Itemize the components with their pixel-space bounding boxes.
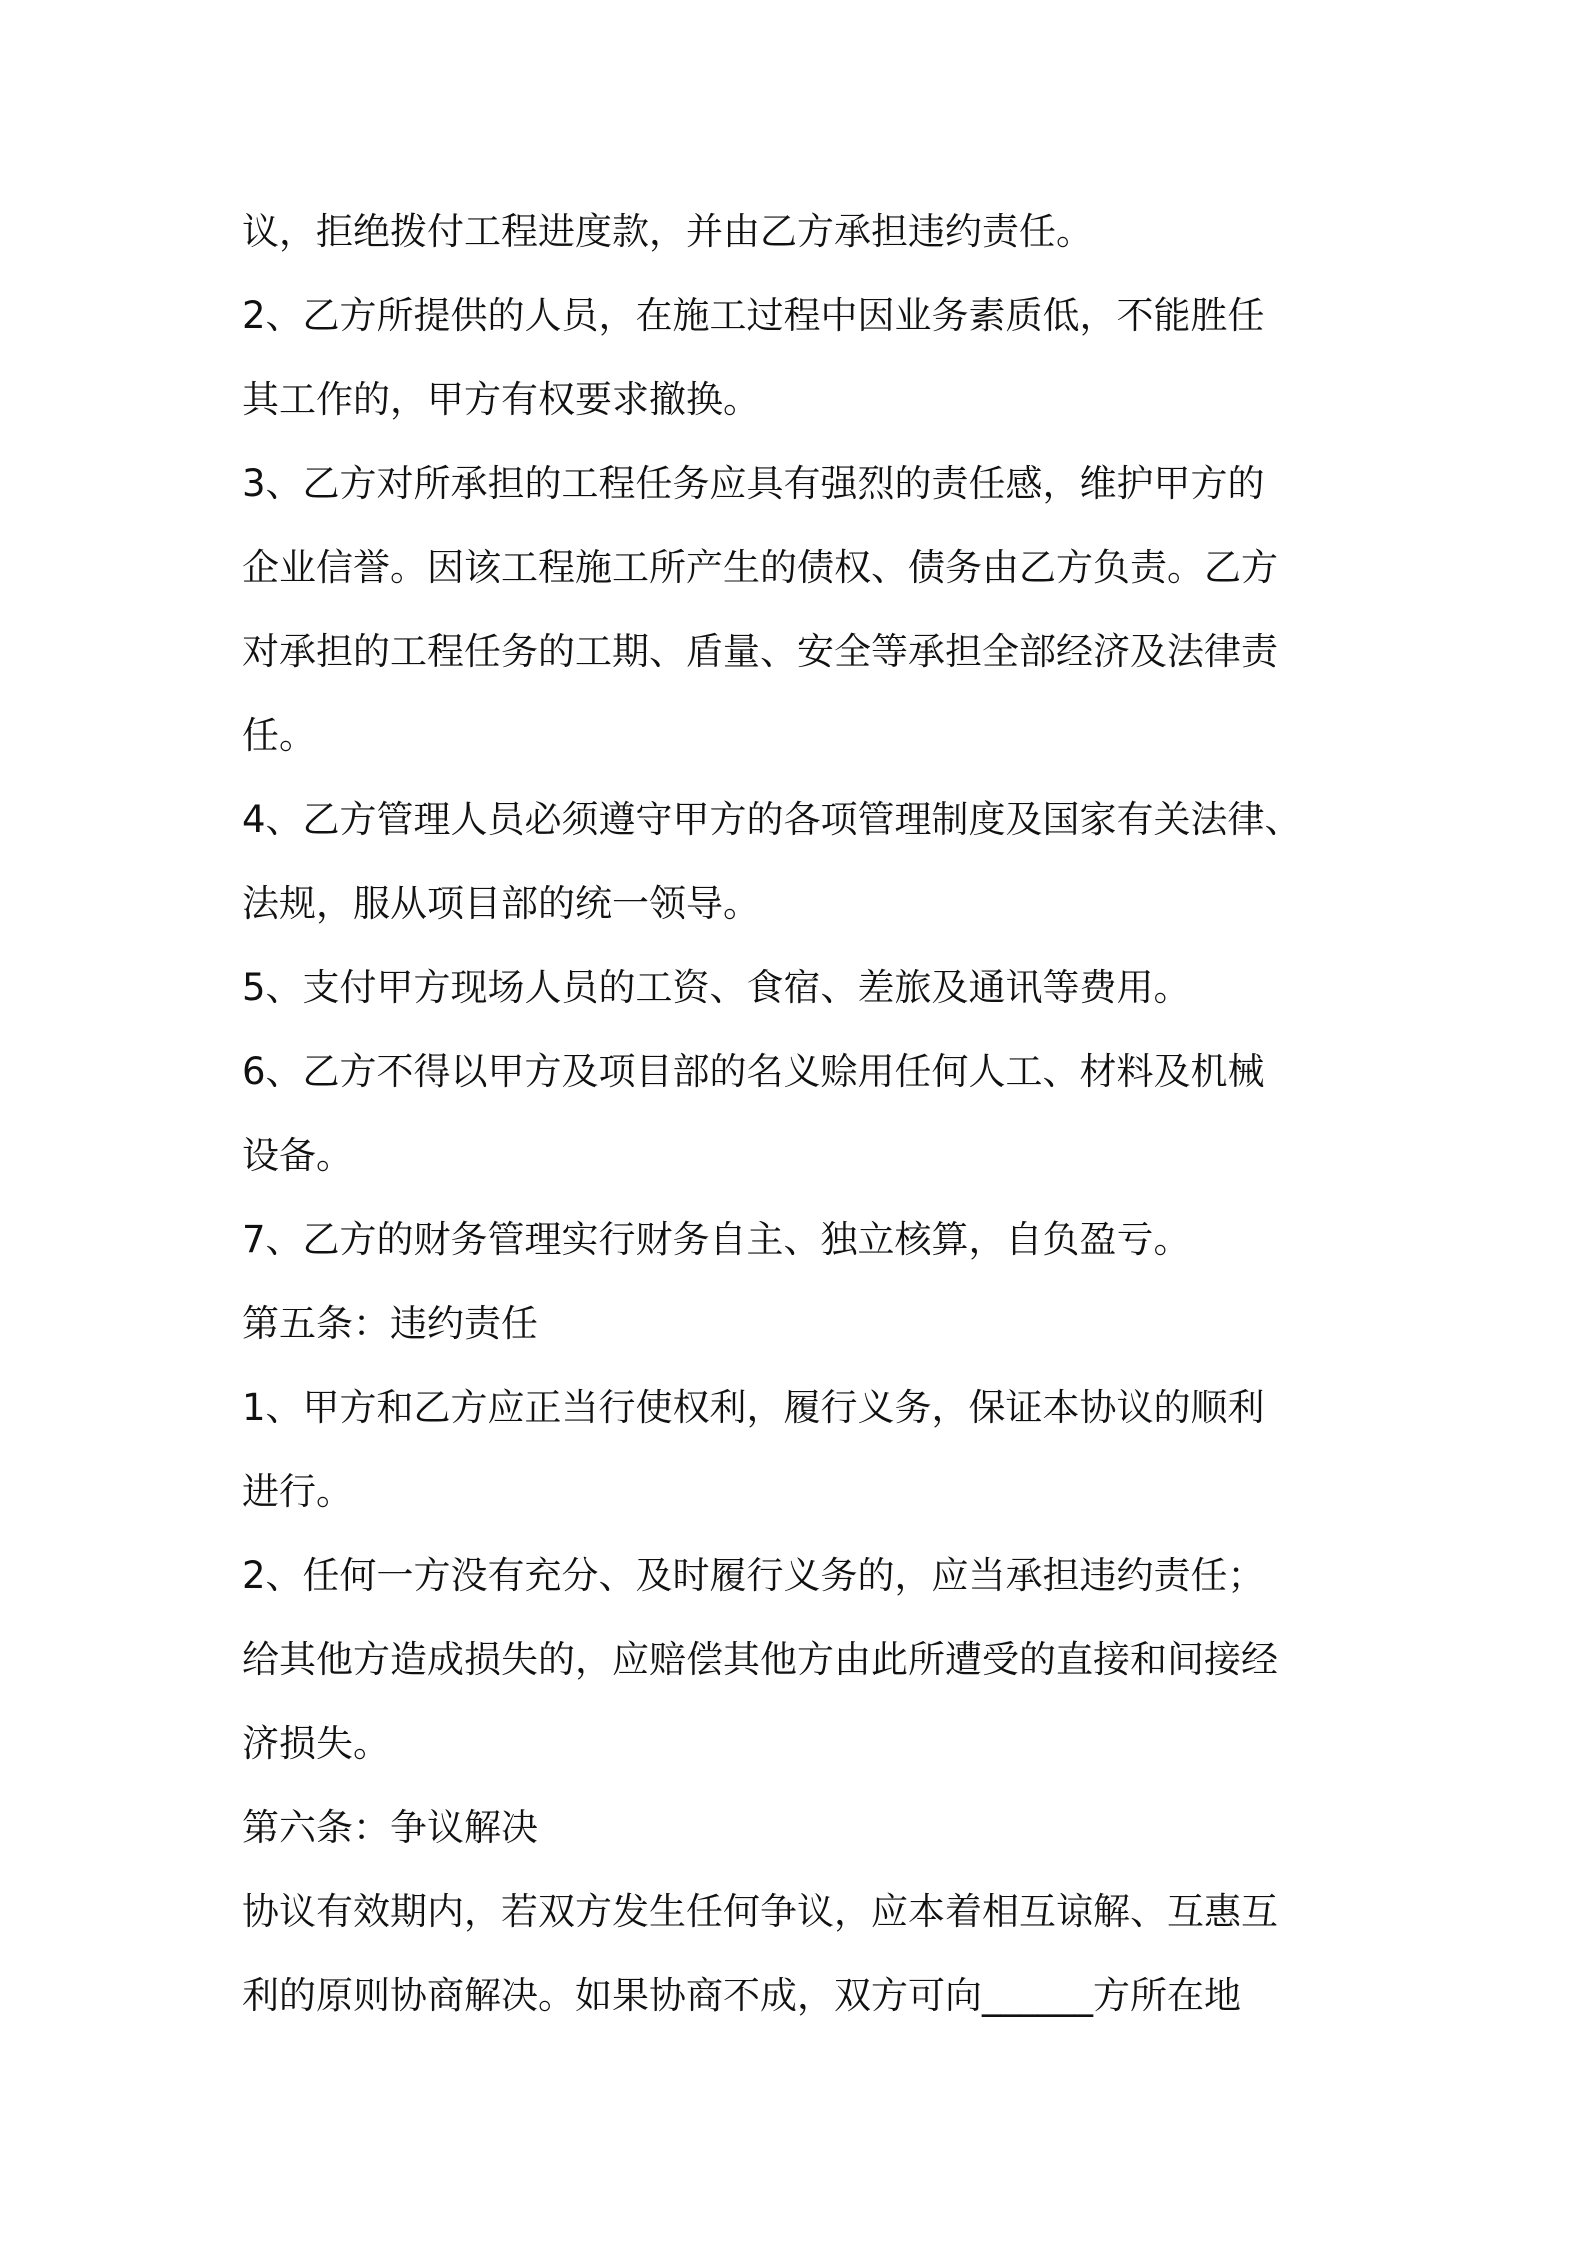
text-line: 济损失。 (242, 1722, 390, 1765)
text-line: 4、乙方管理人员必须遵守甲方的各项管理制度及国家有关法律、 (242, 798, 1302, 841)
text-line: 2、任何一方没有充分、及时履行义务的，应当承担违约责任； (242, 1554, 1265, 1597)
text-line: 6、乙方不得以甲方及项目部的名义赊用任何人工、材料及机械 (242, 1050, 1265, 1093)
text-line: 7、乙方的财务管理实行财务自主、独立核算，自负盈亏。 (242, 1218, 1191, 1261)
text-line: 对承担的工程任务的工期、盾量、安全等承担全部经济及法律责 (242, 630, 1278, 673)
text-line: 给其他方造成损失的，应赔偿其他方由此所遭受的直接和间接经 (242, 1638, 1278, 1681)
text-line: 1、甲方和乙方应正当行使权利，履行义务，保证本协议的顺利 (242, 1386, 1265, 1429)
text-line: 企业信誉。因该工程施工所产生的债权、债务由乙方负责。乙方 (242, 546, 1278, 589)
text-line: 议，拒绝拨付工程进度款，并由乙方承担违约责任。 (242, 210, 1093, 253)
section-heading-5: 第五条：违约责任 (242, 1302, 538, 1345)
text-line: 进行。 (242, 1470, 353, 1513)
section-heading-6: 第六条：争议解决 (242, 1806, 538, 1849)
text-line: 任。 (242, 714, 316, 757)
text-line: 2、乙方所提供的人员，在施工过程中因业务素质低，不能胜任 (242, 294, 1265, 337)
text-line: 法规，服从项目部的统一领导。 (242, 882, 760, 925)
text-line: 设备。 (242, 1134, 353, 1177)
text-line: 3、乙方对所承担的工程任务应具有强烈的责任感，维护甲方的 (242, 462, 1265, 505)
text-line: 其工作的，甲方有权要求撤换。 (242, 378, 760, 421)
text-line: 5、支付甲方现场人员的工资、食宿、差旅及通讯等费用。 (242, 966, 1191, 1009)
document-page (242, 190, 1372, 2038)
text-line: 协议有效期内，若双方发生任何争议，应本着相互谅解、互惠互 (242, 1890, 1278, 1933)
text-line: 利的原则协商解决。如果协商不成，双方可向______方所在地 (242, 1974, 1241, 2017)
